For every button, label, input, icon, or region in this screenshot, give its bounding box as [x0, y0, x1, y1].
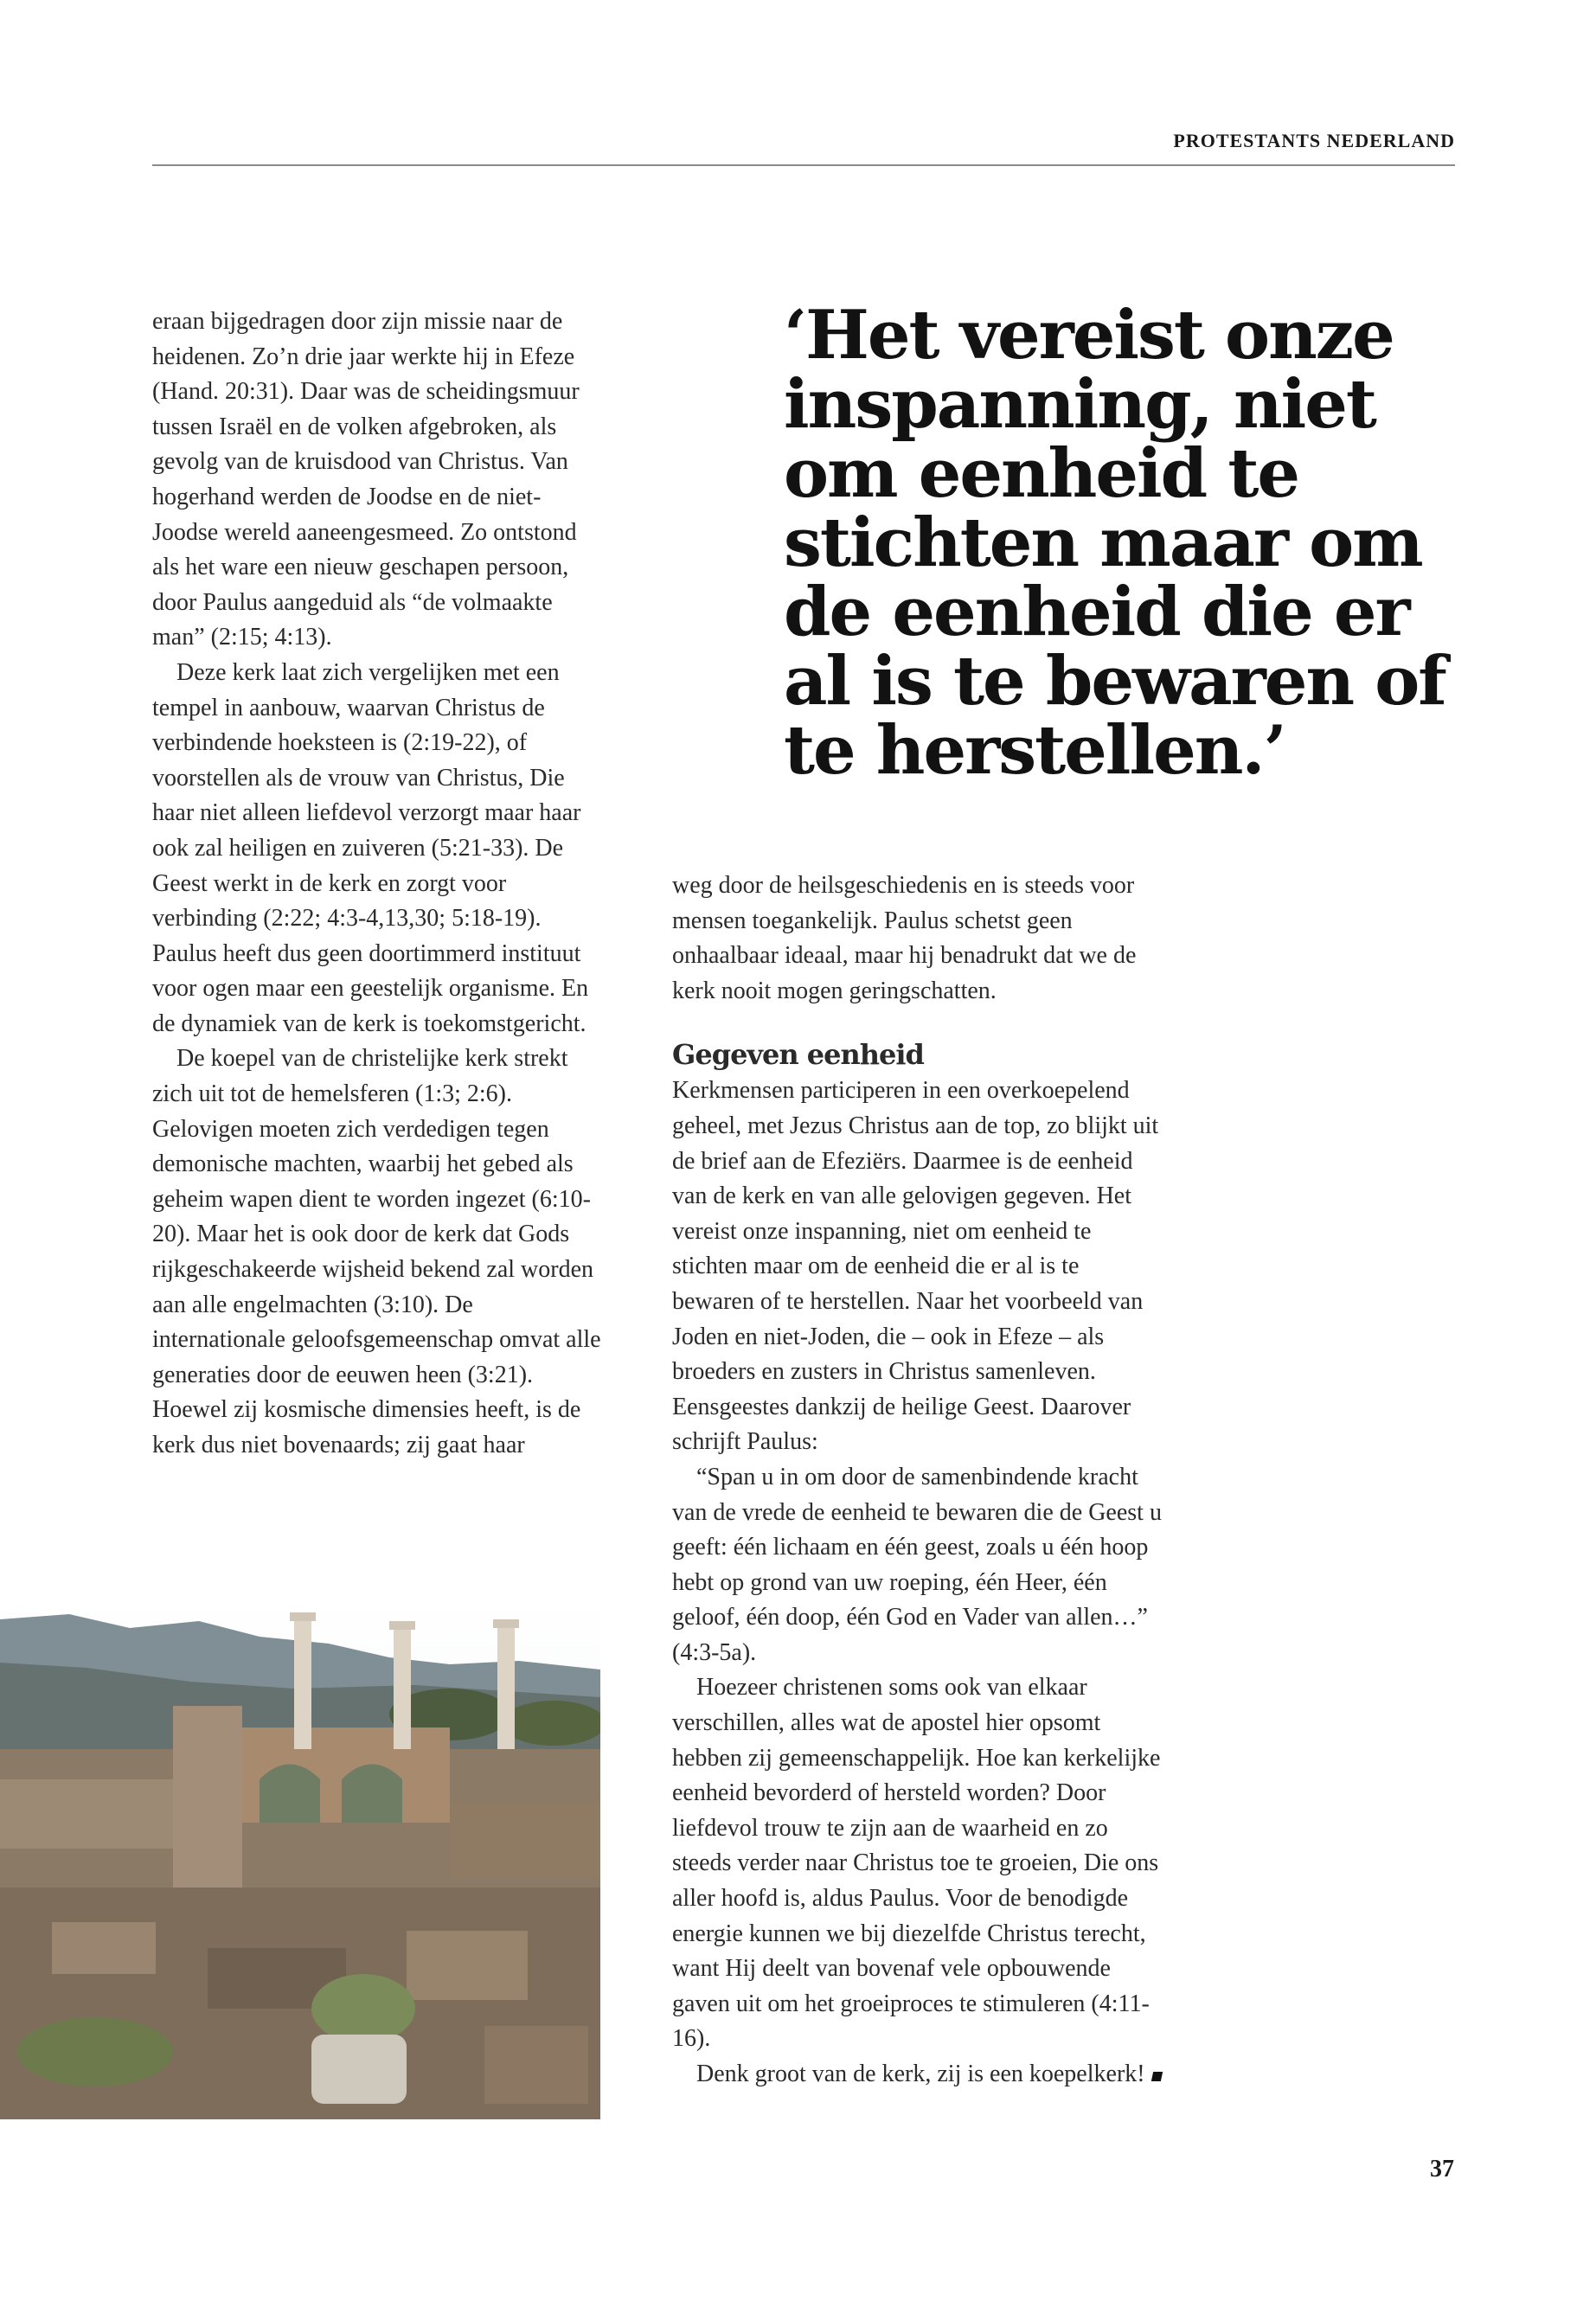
rubble-block — [52, 1922, 156, 1974]
paragraph: eraan bijgedragen door zijn missie naar de heidenen. Zo’n drie jaar werkte hij in Efeze (Hand. 20:31). Daar was de scheidingsmuur tussen Israël en de volken afgebroken, als gevolg van de kruisdood van Christus. Van hogerhand werden de Joodse en de niet-Joodse wereld aaneengesmeed. Zo ontstond als het ware een nieuw geschapen persoon, door Paulus aangeduid als “de volmaakte man” (2:15; 4:13). — [152, 308, 580, 651]
right-column — [672, 868, 1165, 2093]
grass — [311, 1974, 415, 2043]
pull-quote: ‘Het vereist onze inspanning, niet om eenheid te stichten maar om de eenheid die er al is te bewaren of te herstellen.’ — [784, 296, 1445, 790]
paragraph: De koepel van de christelijke kerk strekt zich uit tot de hemelsferen (1:3; 2:6). Gelovigen moeten zich verdedigen tegen demonische machten, waarbij het gebed als geheim wapen dient te worden ingezet (6:10-20). Maar het is ook door de kerk dat Gods rijkgeschakeerde wijsheid bekend zal worden aan alle engelmachten (3:10). De internationale geloofsgemeenschap omvat alle generaties door de eeuwen heen (3:21). Hoewel zij kosmische dimensies heeft, is de kerk dus niet bovenaards; zij gaat haar — [152, 1045, 601, 1458]
column — [394, 1628, 411, 1749]
page-header — [152, 130, 1455, 166]
grass — [17, 2017, 173, 2086]
ruin-wall — [450, 1801, 600, 1879]
capital — [493, 1619, 519, 1628]
section-title: PROTESTANTS NEDERLAND — [152, 130, 1455, 166]
paragraph: weg door de heilsgeschiedenis en is steeds voor mensen toegankelijk. Paulus schetst geen onhaalbaar ideaal, maar hij benadrukt dat we de kerk nooit mogen geringschatten. — [672, 872, 1137, 1004]
arch — [260, 1765, 320, 1823]
page-number: 37 — [1430, 2156, 1454, 2182]
rubble-block — [484, 2026, 588, 2104]
column — [497, 1626, 515, 1749]
arch — [342, 1765, 402, 1823]
ruin-wall — [0, 1779, 173, 1849]
closing-paragraph — [672, 2057, 1165, 2093]
end-mark-icon — [1151, 2072, 1162, 2081]
closing-text: Denk groot van de kerk, zij is een koepelkerk! — [696, 2061, 1145, 2087]
capital — [290, 1612, 316, 1621]
paragraph: Hoezeer christenen soms ook van elkaar verschillen, alles wat de apostel hier opsomt hebben zij gemeenschappelijk. Hoe kan kerkelijke eenheid bevorderd of hersteld worden? Door liefdevol trouw te zijn aan de waarheid en zo steeds verder naar Christus toe te groeien, Die ons aller hoofd is, aldus Paulus. Voor de benodigde energie kunnen we bij diezelfde Christus terecht, want Hij deelt van bovenaf vele opbouwende gaven uit om het groeiproces te stimuleren (4:11-16). — [672, 1674, 1161, 2053]
quotation: “Span u in om door de samenbindende kracht van de vrede de eenheid te bewaren die de Geest u geeft: één lichaam en één geest, zoals u één hoop hebt op grond van uw roeping, één Heer, één geloof, één doop, één God en Vader van allen…” (4:3-5a). — [672, 1463, 1162, 1666]
capital — [389, 1621, 415, 1630]
subheading: Gegeven eenheid — [672, 1038, 924, 1072]
rubble-block — [407, 1931, 528, 2000]
ruins-photo — [0, 1602, 600, 2119]
left-column — [152, 304, 604, 1464]
paragraph: Kerkmensen participeren in een overkoepelend geheel, met Jezus Christus aan de top, zo blijkt uit de brief aan de Efeziërs. Daarmee is de eenheid van de kerk en van alle gelovigen gegeven. Het vereist onze inspanning, niet om eenheid te stichten maar om de eenheid die er al is te bewaren of te herstellen. Naar het voorbeeld van Joden en niet-Joden, die – ook in Efeze – als broeders en zusters in Christus samenleven. Eensgeestes dankzij de heilige Geest. Daarover schrijft Paulus: — [672, 1077, 1159, 1456]
column — [294, 1619, 311, 1749]
column-capital-fragment — [311, 2035, 407, 2104]
paragraph: Deze kerk laat zich vergelijken met een tempel in aanbouw, waarvan Christus de verbindende hoeksteen is (2:19-22), of voorstellen als de vrouw van Christus, Die haar niet alleen liefdevol verzorgt maar haar ook zal heiligen en zuiveren (5:21-33). De Geest werkt in de kerk en zorgt voor verbinding (2:22; 4:3-4,13,30; 5:18-19). Paulus heeft dus geen doortimmerd instituut voor ogen maar een geestelijk organisme. En de dynamiek van de kerk is toekomstgericht. — [152, 658, 589, 1037]
